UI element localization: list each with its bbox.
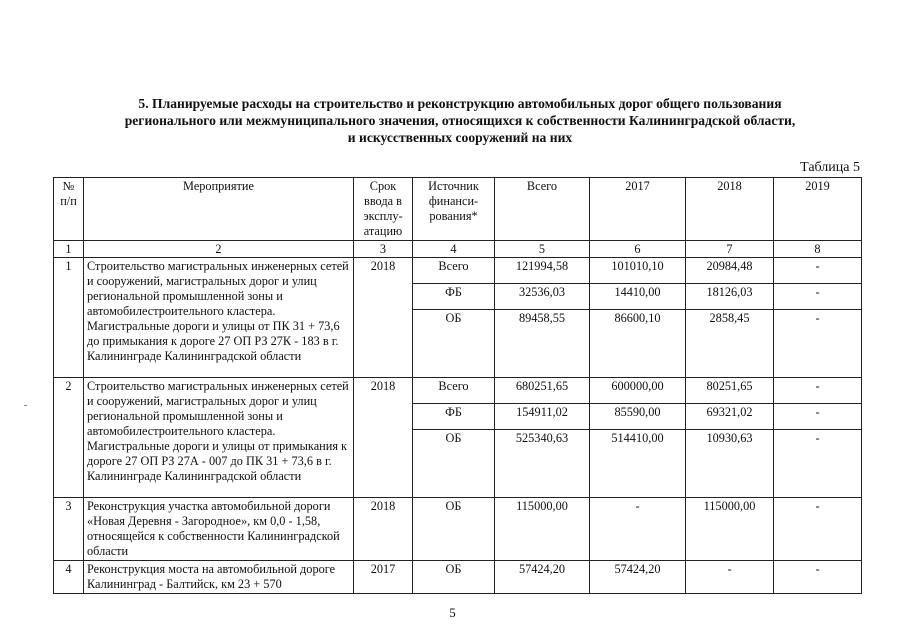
funding-source: ФБ: [413, 284, 495, 310]
column-number: 3: [354, 241, 413, 258]
amount-total: 115000,00: [495, 498, 590, 561]
amount-2018: -: [686, 561, 774, 594]
col-header-total: Всего: [495, 178, 590, 241]
amount-2018: 69321,02: [686, 404, 774, 430]
table-caption: Таблица 5: [800, 160, 860, 175]
amount-2017: 514410,00: [590, 430, 686, 498]
row-number: 1: [54, 258, 84, 378]
amount-2018: 115000,00: [686, 498, 774, 561]
col-header-source: Источник финанси-рования*: [413, 178, 495, 241]
header-row: [54, 178, 862, 241]
col-header-2017: 2017: [590, 178, 686, 241]
event-description: Реконструкция моста на автомобильной дороге Калининград - Балтийск, км 23 + 570: [84, 561, 354, 594]
table-row: [54, 378, 862, 404]
table-row: [54, 498, 862, 561]
amount-2017: 57424,20: [590, 561, 686, 594]
row-number: 3: [54, 498, 84, 561]
amount-total: 32536,03: [495, 284, 590, 310]
funding-source: Всего: [413, 378, 495, 404]
commissioning-year: 2018: [354, 498, 413, 561]
commissioning-year: 2017: [354, 561, 413, 594]
commissioning-year: 2018: [354, 378, 413, 498]
funding-source: ОБ: [413, 310, 495, 378]
amount-2019: -: [774, 378, 862, 404]
amount-2019: -: [774, 258, 862, 284]
col-header-event: Мероприятие: [84, 178, 354, 241]
table-row: [54, 561, 862, 594]
amount-2018: 80251,65: [686, 378, 774, 404]
amount-2019: -: [774, 310, 862, 378]
title-line-3: и искусственных сооружений на них: [347, 130, 573, 145]
row-number: 4: [54, 561, 84, 594]
funding-source: ОБ: [413, 561, 495, 594]
amount-2018: 20984,48: [686, 258, 774, 284]
event-description: Строительство магистральных инженерных сетей и сооружений, магистральных дорог и улиц региональной промышленной зоны и автомобилестроительного кластера. Магистральные дороги и улицы от примыкания к дороге 27 ОП РЗ 27А - 007 до ПК 31 + 73,6 в г. Калининграде Калининградской области: [84, 378, 354, 498]
amount-total: 680251,65: [495, 378, 590, 404]
title-line-2: регионального или межмуниципального значения, относящихся к собственности Калининградской области,: [124, 113, 796, 128]
column-number: 4: [413, 241, 495, 258]
amount-2019: -: [774, 284, 862, 310]
amount-total: 121994,58: [495, 258, 590, 284]
amount-2019: -: [774, 404, 862, 430]
amount-2017: 14410,00: [590, 284, 686, 310]
column-number: 2: [84, 241, 354, 258]
amount-2019: -: [774, 498, 862, 561]
amount-total: 525340,63: [495, 430, 590, 498]
row-number: 2: [54, 378, 84, 498]
column-number: 8: [774, 241, 862, 258]
column-number: 1: [54, 241, 84, 258]
column-number: 6: [590, 241, 686, 258]
event-description: Реконструкция участка автомобильной дороги «Новая Деревня - Загородное», км 0,0 - 1,58, относящейся к собственности Калининградской области: [84, 498, 354, 561]
col-header-2018: 2018: [686, 178, 774, 241]
commissioning-year: 2018: [354, 258, 413, 378]
column-number: 7: [686, 241, 774, 258]
event-description: Строительство магистральных инженерных сетей и сооружений, магистральных дорог и улиц региональной промышленной зоны и автомобилестроительного кластера. Магистральные дороги и улицы от ПК 31 + 73,6 до примыкания к дороге 27 ОП РЗ 27К - 183 в г. Калининграде Калининградской области: [84, 258, 354, 378]
amount-2017: 86600,10: [590, 310, 686, 378]
scan-artifact: [24, 405, 27, 406]
amount-2019: -: [774, 430, 862, 498]
document-title: [60, 95, 860, 146]
funding-source: ОБ: [413, 498, 495, 561]
amount-2017: 600000,00: [590, 378, 686, 404]
page-number: 5: [449, 605, 456, 620]
amount-2018: 2858,45: [686, 310, 774, 378]
funding-source: Всего: [413, 258, 495, 284]
column-number-row: [54, 241, 862, 258]
funding-source: ОБ: [413, 430, 495, 498]
amount-2018: 18126,03: [686, 284, 774, 310]
amount-2017: -: [590, 498, 686, 561]
funding-source: ФБ: [413, 404, 495, 430]
amount-2017: 85590,00: [590, 404, 686, 430]
amount-total: 154911,02: [495, 404, 590, 430]
title-line-1: 5. Планируемые расходы на строительство и реконструкцию автомобильных дорог общего пользования: [138, 96, 782, 111]
amount-2019: -: [774, 561, 862, 594]
col-header-no: № п/п: [54, 178, 84, 241]
column-number: 5: [495, 241, 590, 258]
amount-2017: 101010,10: [590, 258, 686, 284]
amount-total: 89458,55: [495, 310, 590, 378]
amount-2018: 10930,63: [686, 430, 774, 498]
amount-total: 57424,20: [495, 561, 590, 594]
expenses-table: [53, 177, 862, 594]
col-header-term: Срок ввода в эксплу-атацию: [354, 178, 413, 241]
table-row: [54, 258, 862, 284]
col-header-2019: 2019: [774, 178, 862, 241]
